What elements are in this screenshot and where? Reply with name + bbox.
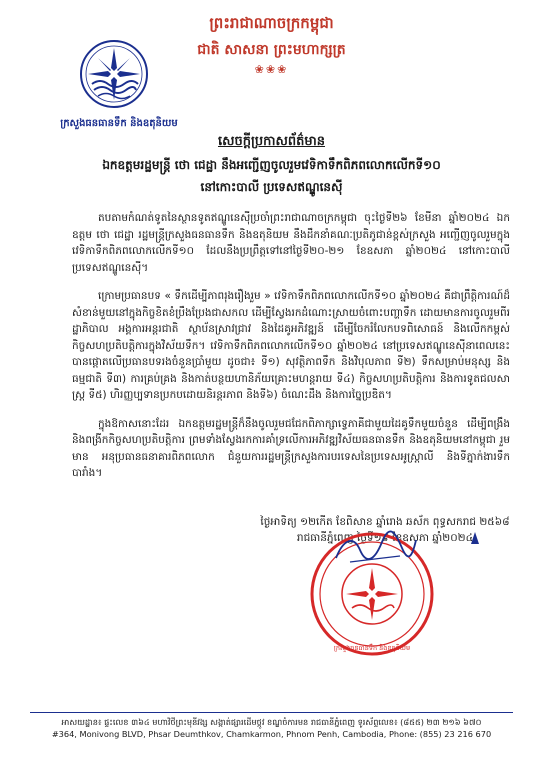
kingdom-title: ព្រះរាជាណាចក្រកម្ពុជា: [209, 14, 334, 32]
title-line-1: សេចក្តីប្រកាសព័ត៌មាន: [217, 134, 326, 149]
ministry-name: ក្រសួងធនធានទឹក និងឧតុនិយម: [60, 118, 178, 129]
national-motto: ជាតិ សាសនា ព្រះមហាក្សត្រ: [197, 42, 346, 58]
pen-mark-icon: [468, 530, 482, 546]
footer-divider: [30, 712, 513, 713]
handwritten-signature: [330, 528, 420, 568]
title-line-2: ឯកឧត្តមរដ្ឋមន្ត្រី ថោ ជេដ្ឋា នឹងអញ្ជើញចូលរួមវេទិកាទឹកពិភពលោកលើកទី១០: [102, 158, 441, 172]
footer: [30, 716, 513, 740]
ministry-logo: [78, 38, 150, 110]
paragraph-3: ក្នុងឱកាសនោះដែរ ឯកឧត្តមរដ្ឋមន្ត្រីក៏នឹងចូលរួមជជែកពិភាក្សាទ្វេភាគីជាមួយដៃគូទឹកមួយចំនួន ដើម្បីពង្រឹងនិងពង្រីកកិច្ចសហប្រតិបត្តិការ ព្រមទាំងស្វែងរកការគាំទ្រលើការអភិវឌ្ឍវិស័យធនធានទឹក និងឧតុនិយមនៅកម្ពុជា រួមមាន អនុប្រធានធនាគារពិភពលោក ជំនួយការរដ្ឋមន្ត្រីក្រសួងការបរទេសនៃប្រទេសអូស្ត្រាលី និងទីភ្នាក់ងារទឹកបារាំង។: [72, 417, 510, 479]
footer-address-khmer: អាសយដ្ឋាន៖ ផ្ទះលេខ ៣៦៤ មហាវិថីព្រះមុនីវង្ស សង្កាត់ផ្សារដើមថ្កូវ ខណ្ឌចំការមន រាជធានីភ្នំពេញ ទូរស័ព្ទលេខ៖ (៨៥៥) ២៣ ២១៦ ៦៧០: [61, 717, 482, 727]
document-title: [40, 133, 503, 197]
paragraph-1: តបតាមកំណត់ទូតនៃស្ថានទូតឥណ្ឌូនេស៊ីប្រចាំព្រះរាជាណាចក្រកម្ពុជា ចុះថ្ងៃទី២៦ ខែមីនា ឆ្នាំ២០២៤ ឯកឧត្តម ថោ ជេដ្ឋា រដ្ឋមន្ត្រីក្រសួងធនធានទឹក និងឧតុនិយម នឹងដឹកនាំគណៈប្រតិភូជាន់ខ្ពស់ក្រសួង អញ្ជើញចូលរួមក្នុងវេទិកាទឹកពិភពលោកលើកទី១០ ដែលនឹងប្រព្រឹត្តទៅនៅថ្ងៃទី២០-២១ ខែឧសភា ឆ្នាំ២០២៤ នៅកោះបាលី ប្រទេសឥណ្ឌូនេស៊ី។: [72, 212, 510, 274]
seal-text: ក្រសួងធនធានទឹក និងឧតុនិយម: [333, 644, 411, 652]
paragraph-2: ក្រោមប្រធានបទ « ទឹកដើម្បីភាពរុងរឿងរួម » វេទិកាទឹកពិភពលោកលើកទី១០ ឆ្នាំ២០២៤ គឺជាព្រឹត្តិការណ៍ដ៏សំខាន់មួយនៅក្នុងកិច្ចខិតខំប្រឹងប្រែងជាសកល ដើម្បីស្វែងរកដំណោះស្រាយចំពោះបញ្ហាទឹក ដោយមានការចូលរួមពីរដ្ឋាភិបាល អង្គការអន្តរជាតិ ស្ថាប័នស្រាវជ្រាវ និងដៃគូអភិវឌ្ឍន៍ ដើម្បីចែករំលែកបទពិសោធន៍ និងលើកកម្ពស់កិច្ចសហប្រតិបត្តិការក្នុងវិស័យទឹក។ វេទិកាទឹកពិភពលោកលើកទី១០ ឆ្នាំ២០២៤ នៅប្រទេសឥណ្ឌូនេស៊ីនាពេលនេះ បានផ្តោតលើប្រធានបទរងចំនួនប្រាំមួយ ដូចជា៖ ទី១) សុវត្ថិភាពទឹក និងវិបុលភាព ទី២) ទឹកសម្រាប់មនុស្ស និងធម្មជាតិ ទី៣) ការគ្រប់គ្រង និងកាត់បន្ថយហានិភ័យគ្រោះមហន្តរាយ ទី៤) កិច្ចសហប្រតិបត្តិការ និងការទូតជលសាស្ត្រ ទី៥) ហិរញ្ញប្បទានប្រកបដោយនិរន្តរភាព និងទី៦) ចំណេះដឹង និងការច្នៃប្រឌិត។: [72, 290, 510, 401]
header-ornament: ❀❀❀: [254, 63, 289, 76]
title-line-3: នៅកោះបាលី ប្រទេសឥណ្ឌូនេស៊ី: [200, 180, 343, 194]
footer-address-english: #364, Monivong BLVD, Phsar Deumthkov, Chamkarmon, Phnom Penh, Cambodia, Phone: (855) 23 216 670: [51, 729, 492, 739]
solar-date: រាជធានីភ្នំពេញ ថ្ងៃទី១៩ ខែឧសភា ឆ្នាំ២០២៤: [296, 532, 474, 544]
document-body: [72, 210, 510, 494]
lunar-date: ថ្ងៃអាទិត្យ ១២កើត ខែពិសាខ ឆ្នាំរោង ឆស័ក ពុទ្ធសករាជ ២៥៦៨: [260, 516, 510, 528]
